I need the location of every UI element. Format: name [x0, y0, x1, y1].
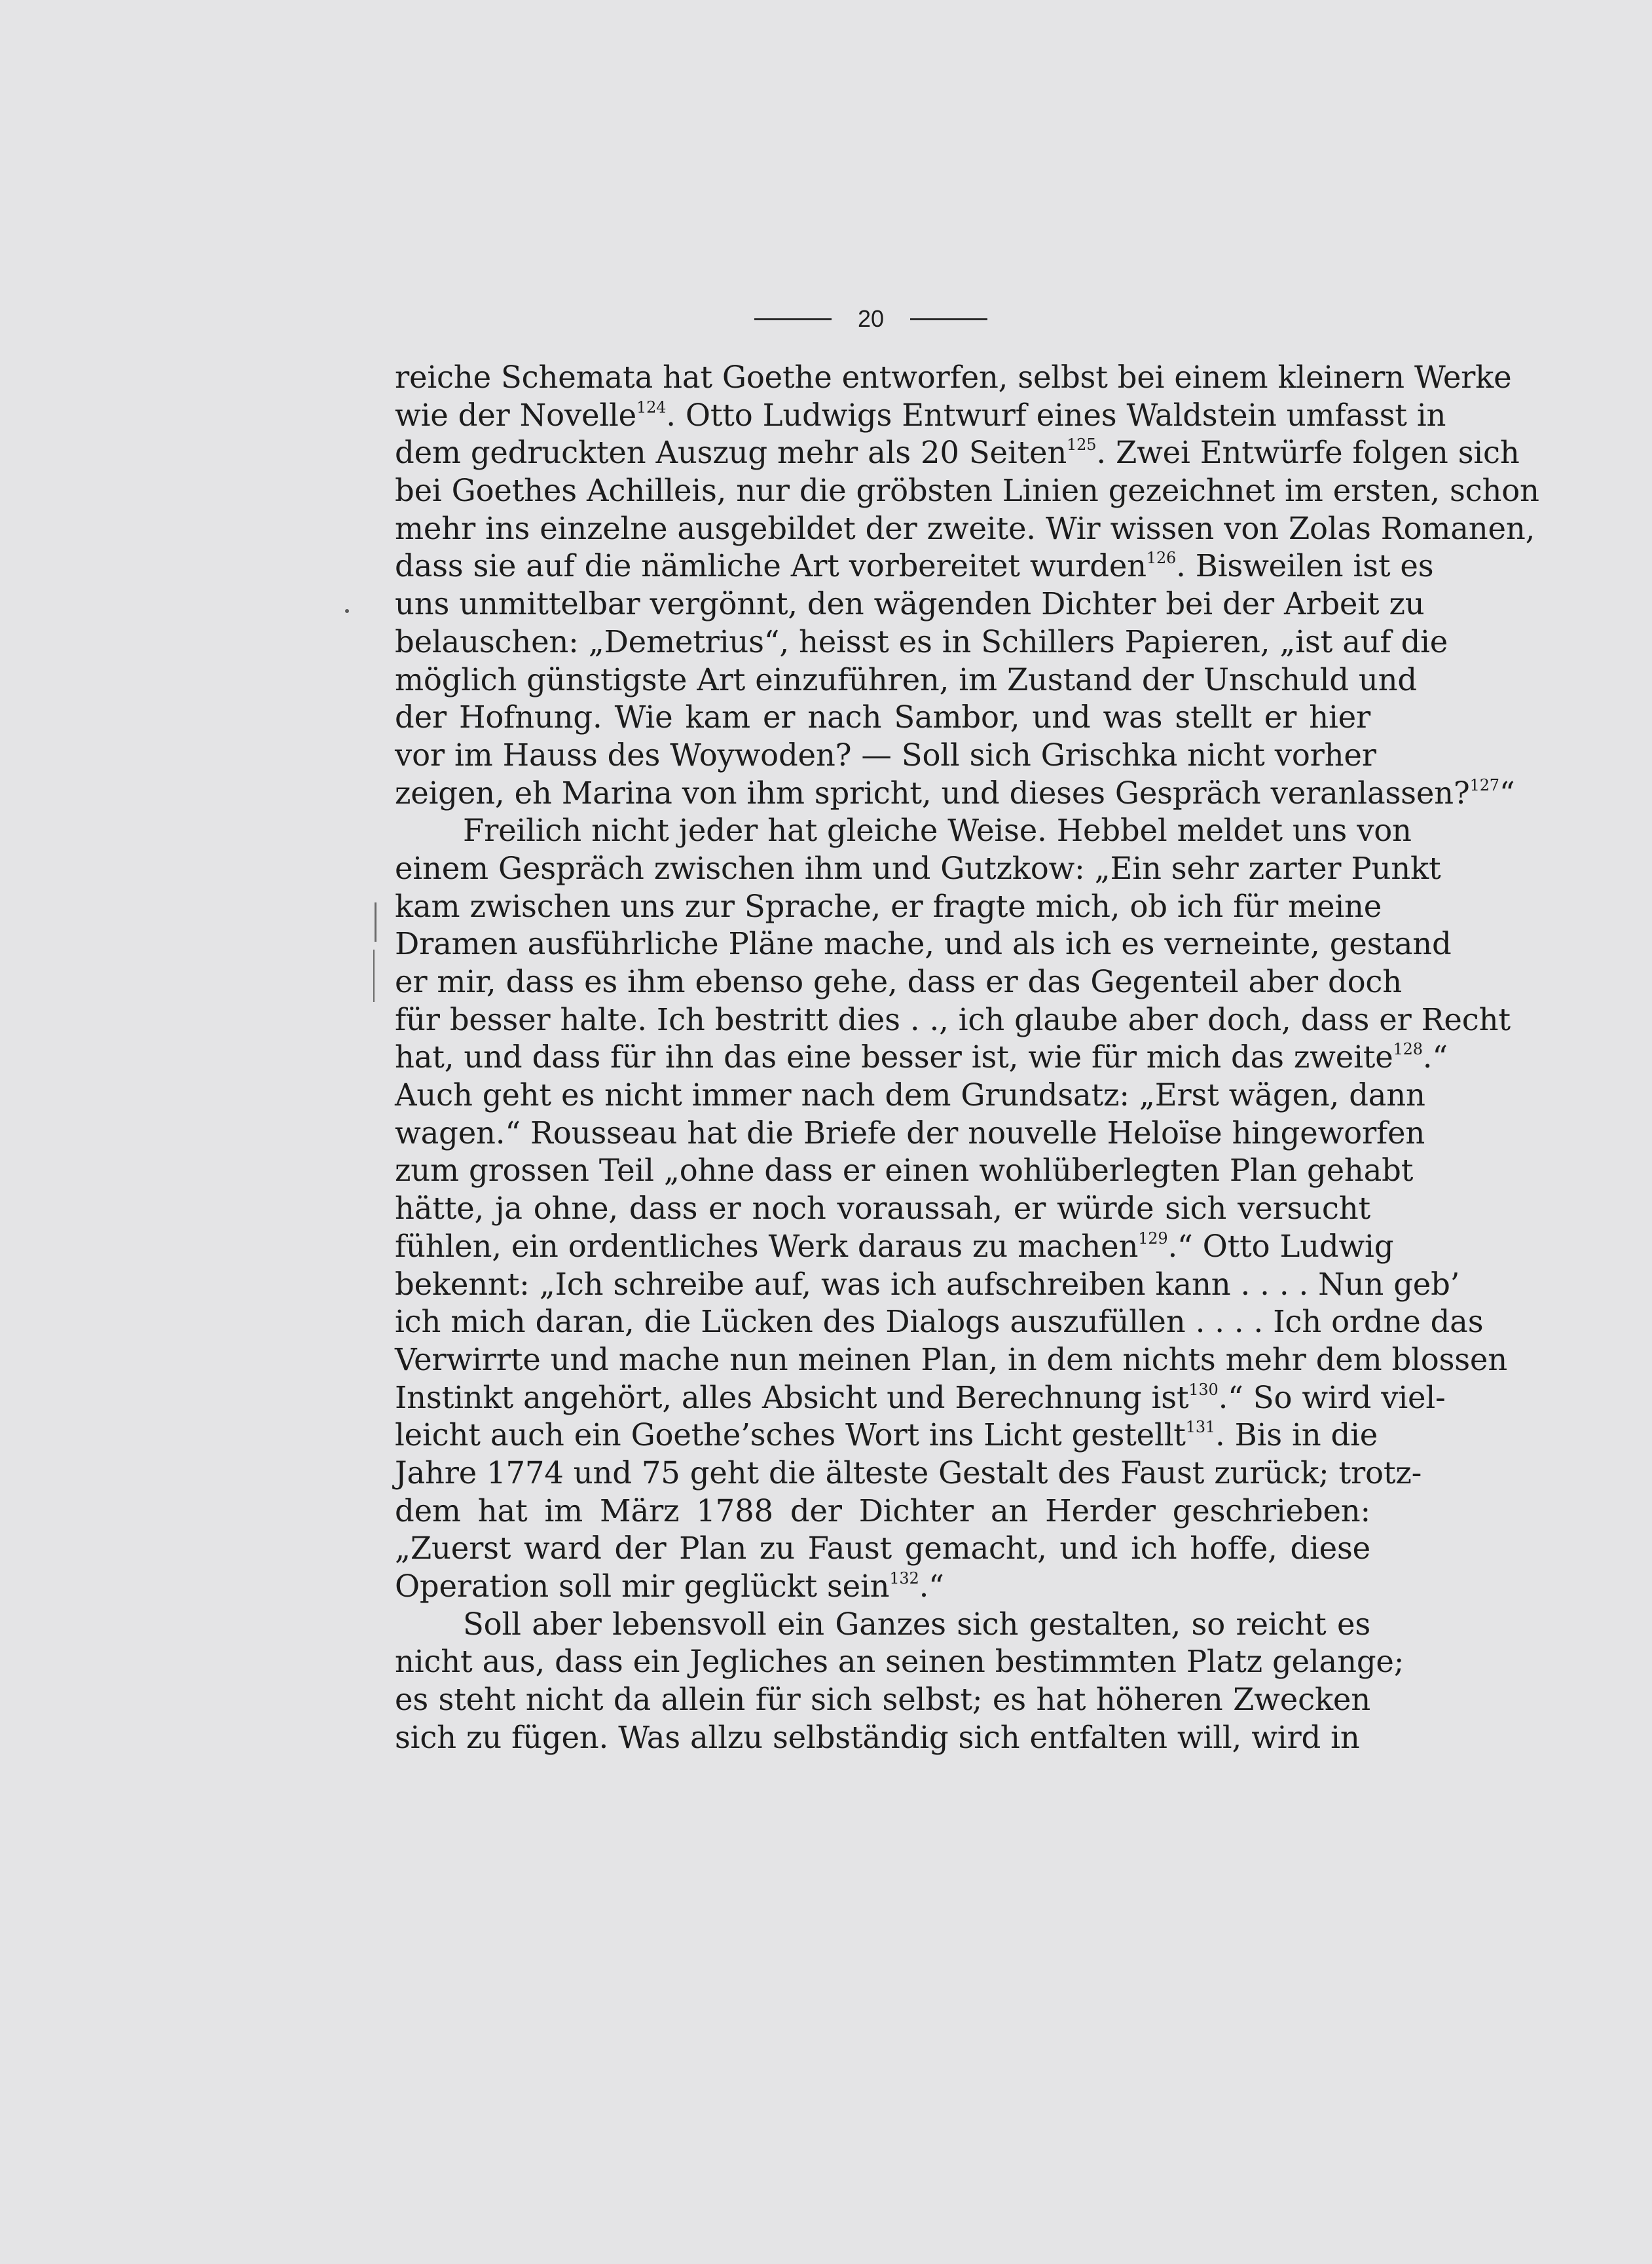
text-line — [395, 472, 1539, 510]
line-text: es steht nicht da allein für sich selbst; es hat höheren Zwecken — [395, 1682, 1370, 1718]
line-text-continued: “ — [1499, 775, 1515, 811]
line-text: reiche Schemata hat Goethe entworfen, selbst bei einem kleinern Werke — [395, 360, 1512, 395]
line-text: der Hofnung. Wie kam er nach Sambor, und was stellt er hier — [395, 699, 1370, 735]
footnote-reference: 126 — [1146, 549, 1177, 568]
text-line — [395, 623, 1448, 661]
footnote-reference: 124 — [636, 398, 667, 417]
footnote-reference: 128 — [1393, 1040, 1423, 1059]
header-rule-left — [754, 318, 832, 320]
line-text-continued: .“ Otto Ludwig — [1167, 1228, 1394, 1264]
page-header — [740, 303, 1002, 335]
text-line — [395, 1606, 1370, 1644]
line-text: sich zu fügen. Was allzu selbständig sich entfalten will, wird in — [395, 1719, 1360, 1755]
line-text-continued: . Bisweilen ist es — [1176, 548, 1434, 584]
line-text: Freilich nicht jeder hat gleiche Weise. Hebbel meldet uns von — [463, 813, 1412, 849]
line-text: er mir, dass es ihm ebenso gehe, dass er das Gegenteil aber doch — [395, 964, 1402, 999]
line-text: Jahre 1774 und 75 geht die älteste Gestalt des Faust zurück; trotz- — [395, 1455, 1422, 1491]
text-line — [395, 1001, 1511, 1039]
line-text: uns unmittelbar vergönnt, den wägenden Dichter bei der Arbeit zu — [395, 586, 1425, 622]
footnote-reference: 130 — [1188, 1380, 1219, 1399]
text-line — [395, 1417, 1378, 1455]
text-line — [395, 585, 1425, 623]
line-text: fühlen, ein ordentliches Werk daraus zu machen — [395, 1228, 1139, 1264]
text-line — [395, 1341, 1507, 1379]
line-text: für besser halte. Ich bestritt dies . ., ich glaube aber doch, dass er Recht — [395, 1001, 1511, 1037]
line-text: möglich günstigste Art einzuführen, im Zustand der Unschuld und — [395, 661, 1417, 697]
line-text: leicht auch ein Goethe’sches Wort ins Licht gestellt — [395, 1417, 1186, 1453]
line-text: mehr ins einzelne ausgebildet der zweite. Wir wissen von Zolas Romanen, — [395, 510, 1535, 546]
footnote-reference: 131 — [1185, 1418, 1215, 1437]
line-text: hat, und dass für ihn das eine besser ist, wie für mich das zweite — [395, 1039, 1393, 1075]
footnote-reference: 125 — [1067, 436, 1097, 455]
line-text: Instinkt angehört, alles Absicht und Berechnung ist — [395, 1379, 1189, 1415]
header-rule-right — [910, 318, 987, 320]
line-text: dem hat im März 1788 der Dichter an Herder geschrieben: — [395, 1493, 1370, 1529]
line-text: hätte, ja ohne, dass er noch voraussah, er würde sich versucht — [395, 1191, 1370, 1227]
line-text: Auch geht es nicht immer nach dem Grundsatz: „Erst wägen, dann — [395, 1077, 1425, 1113]
page-number: 20 — [857, 305, 885, 332]
line-text: bei Goethes Achilleis, nur die gröbsten Linien gezeichnet im ersten, schon — [395, 473, 1539, 509]
line-text: wagen.“ Rousseau hat die Briefe der nouvelle Heloïse hingeworfen — [395, 1115, 1425, 1151]
line-text: Dramen ausführliche Pläne mache, und als ich es verneinte, gestand — [395, 926, 1452, 962]
footnote-reference: 127 — [1469, 775, 1499, 794]
text-line — [395, 1190, 1370, 1228]
line-text: einem Gespräch zwischen ihm und Gutzkow: „Ein sehr zarter Punkt — [395, 850, 1441, 886]
line-text-continued: .“ So wird viel- — [1218, 1379, 1446, 1415]
line-text: Operation soll mir geglückt sein — [395, 1568, 890, 1604]
line-text: dass sie auf die nämliche Art vorbereitet wurden — [395, 548, 1147, 584]
text-line — [395, 850, 1441, 888]
text-line — [395, 1530, 1370, 1568]
margin-pencil-mark — [375, 902, 376, 942]
text-line — [395, 775, 1515, 813]
line-text: ich mich daran, die Lücken des Dialogs auszufüllen . . . . Ich ordne das — [395, 1304, 1484, 1340]
line-text-continued: .“ — [919, 1568, 944, 1604]
line-text: zum grossen Teil „ohne dass er einen wohlüberlegten Plan gehabt — [395, 1153, 1414, 1189]
text-line — [395, 1568, 1370, 1606]
line-text: dem gedruckten Auszug mehr als 20 Seiten — [395, 435, 1067, 471]
text-line — [395, 1719, 1370, 1757]
footnote-reference: 129 — [1138, 1229, 1168, 1248]
text-line — [395, 661, 1417, 699]
margin-speck — [345, 609, 349, 613]
text-line — [395, 1039, 1448, 1077]
line-text: nicht aus, dass ein Jegliches an seinen bestimmten Platz gelange; — [395, 1644, 1404, 1680]
text-line — [395, 699, 1370, 737]
text-line — [395, 1115, 1425, 1153]
text-line — [395, 1228, 1394, 1266]
line-text: zeigen, eh Marina von ihm spricht, und dieses Gespräch veranlassen? — [395, 775, 1470, 811]
text-line — [395, 1643, 1404, 1681]
line-text-continued: . Zwei Entwürfe folgen sich — [1096, 435, 1520, 471]
text-line — [395, 434, 1520, 472]
line-text: „Zuerst ward der Plan zu Faust gemacht, und ich hoffe, diese — [395, 1531, 1370, 1567]
line-text: Verwirrte und mache nun meinen Plan, in dem nichts mehr dem blossen — [395, 1341, 1507, 1377]
text-line — [395, 547, 1434, 585]
line-text: kam zwischen uns zur Sprache, er fragte mich, ob ich für meine — [395, 888, 1382, 924]
line-text: belauschen: „Demetrius“, heisst es in Schillers Papieren, „ist auf die — [395, 623, 1448, 659]
line-text: vor im Hauss des Woywoden? — Soll sich Grischka nicht vorher — [395, 737, 1376, 773]
line-text-continued: .“ — [1422, 1039, 1448, 1075]
line-text: Soll aber lebensvoll ein Ganzes sich gestalten, so reicht es — [463, 1606, 1370, 1642]
text-line — [395, 1152, 1414, 1190]
line-text: bekennt: „Ich schreibe auf, was ich aufschreiben kann . . . . Nun geb’ — [395, 1266, 1460, 1302]
text-line — [395, 737, 1376, 775]
text-line — [395, 963, 1402, 1001]
margin-pencil-mark — [373, 950, 375, 1002]
text-line — [395, 510, 1535, 548]
line-text-continued: . Bis in die — [1215, 1417, 1378, 1453]
text-line — [395, 925, 1452, 963]
footnote-reference: 132 — [889, 1569, 919, 1587]
text-line — [395, 1379, 1446, 1417]
line-text-continued: . Otto Ludwigs Entwurf eines Waldstein umfasst in — [666, 397, 1446, 433]
body-text — [395, 359, 1539, 1756]
line-text: wie der Novelle — [395, 397, 637, 433]
text-line — [395, 1077, 1425, 1115]
text-line — [395, 812, 1412, 850]
text-line — [395, 1493, 1370, 1531]
text-line — [395, 1455, 1422, 1493]
text-line — [395, 359, 1512, 397]
text-line — [395, 888, 1382, 926]
text-line — [395, 1681, 1370, 1719]
text-line — [395, 1266, 1460, 1304]
text-line — [395, 1303, 1484, 1341]
text-line — [395, 397, 1446, 435]
